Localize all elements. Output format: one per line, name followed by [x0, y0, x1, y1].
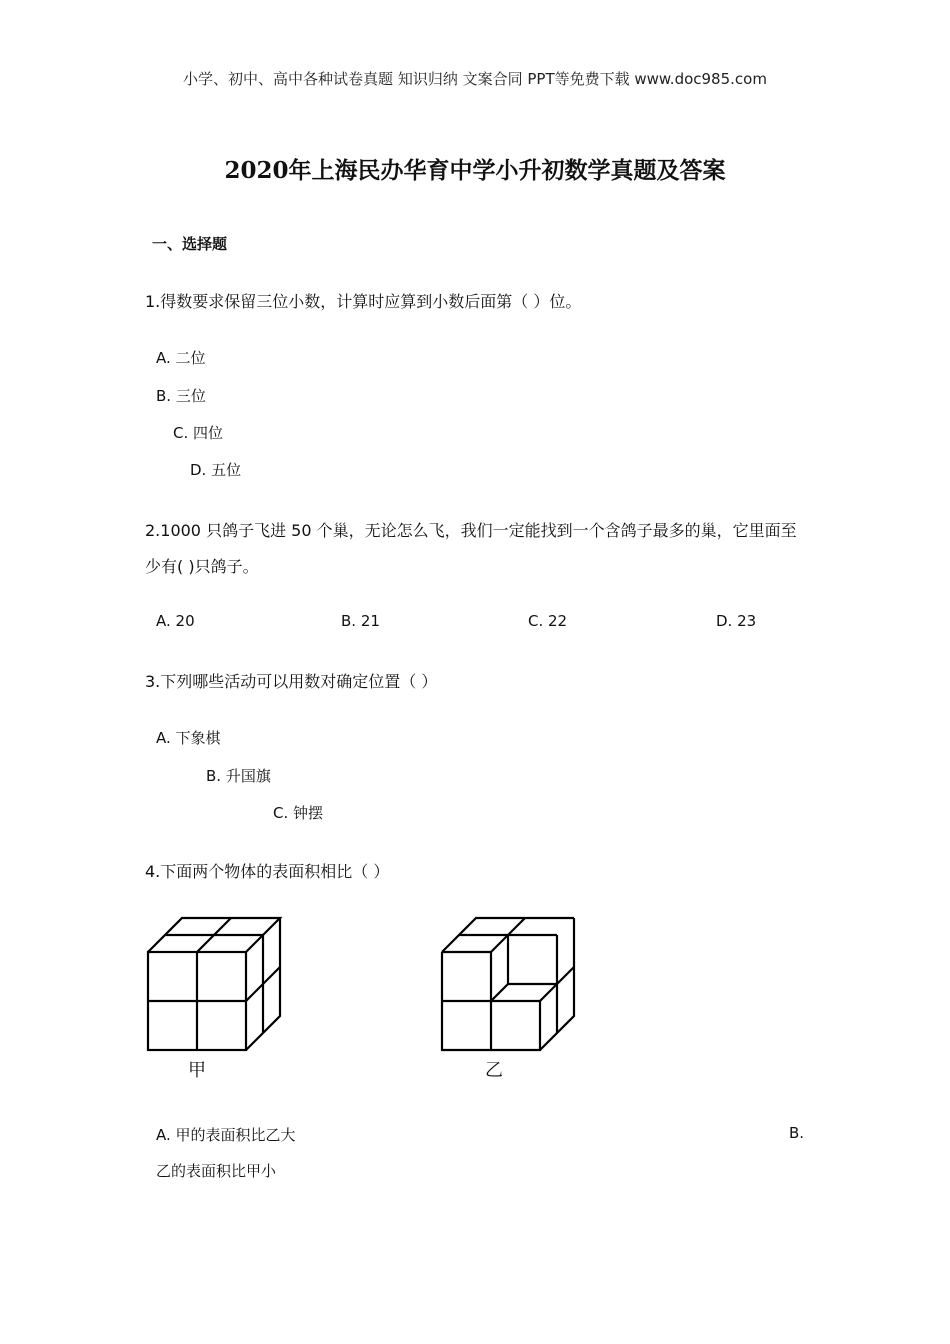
cube-figure-jia: [140, 910, 290, 1060]
question-1-text: 1.得数要求保留三位小数，计算时应算到小数后面第（ ）位。: [145, 292, 582, 311]
question-2-text-line1: 2.1000 只鸽子飞进 50 个巢，无论怎么飞，我们一定能找到一个含鸽子最多的巢，它里面至: [145, 521, 797, 540]
cube-figure-yi: [434, 910, 584, 1060]
section-heading: 一、选择题: [152, 235, 228, 253]
question-3-text: 3.下列哪些活动可以用数对确定位置（ ）: [145, 672, 438, 691]
question-2-option-d: D. 23: [716, 612, 757, 630]
question-4-option-b-text: 乙的表面积比甲小: [156, 1162, 277, 1180]
question-4-text: 4.下面两个物体的表面积相比（ ）: [145, 862, 390, 881]
question-2-text-line2: 少有( )只鸽子。: [145, 557, 259, 576]
question-1-option-d: D. 五位: [190, 461, 242, 479]
question-1-option-b: B. 三位: [156, 387, 206, 405]
page-title: 2020年上海民办华育中学小升初数学真题及答案: [224, 157, 726, 184]
question-4-option-b-prefix: B.: [789, 1124, 805, 1142]
page-header: 小学、初中、高中各种试卷真题 知识归纳 文案合同 PPT等免费下载 www.doc985.com: [183, 70, 767, 88]
question-2-option-a: A. 20: [156, 612, 195, 630]
question-3-option-b: B. 升国旗: [206, 767, 271, 785]
question-4-option-a: A. 甲的表面积比乙大: [156, 1126, 296, 1144]
question-3-option-c: C. 钟摆: [273, 804, 324, 822]
figure-label-yi: 乙: [485, 1060, 503, 1081]
question-1-option-a: A. 二位: [156, 349, 206, 367]
question-1-option-c: C. 四位: [173, 424, 224, 442]
question-2-option-b: B. 21: [341, 612, 380, 630]
question-3-option-a: A. 下象棋: [156, 729, 221, 747]
question-2-option-c: C. 22: [528, 612, 568, 630]
figure-label-jia: 甲: [188, 1060, 206, 1081]
